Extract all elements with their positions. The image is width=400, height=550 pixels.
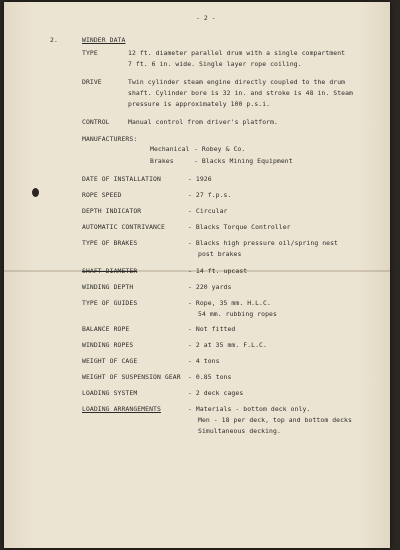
item-label: WEIGHT OF CAGE	[82, 357, 138, 365]
section-title: WINDER DATA	[82, 36, 126, 44]
item-label: AUTOMATIC CONTRIVANCE	[82, 223, 165, 231]
control-label: CONTROL	[82, 118, 110, 126]
item-value: - Not fitted	[188, 325, 236, 333]
item-label: DATE OF INSTALLATION	[82, 175, 161, 183]
item-label: SHAFT DIAMETER	[82, 267, 138, 275]
item-value: - Circular	[188, 207, 228, 215]
item-value: - Blacks high pressure oil/spring nest	[188, 239, 339, 247]
punch-hole	[32, 188, 39, 197]
item-label: BALANCE ROPE	[82, 325, 130, 333]
item-label: TYPE OF GUIDES	[82, 299, 138, 307]
item-value: - 2 at 35 mm. F.L.C.	[188, 341, 267, 349]
drive-label: DRIVE	[82, 78, 102, 86]
item-value: - Blacks Torque Controller	[188, 223, 291, 231]
control-value: Manual control from driver's platform.	[128, 118, 279, 126]
drive-line-1: Twin cylinder steam engine directly coupled to the drum	[128, 78, 346, 86]
item-value-continued: post brakes	[198, 250, 242, 258]
item-value: - Materials - bottom deck only.	[188, 405, 311, 413]
type-label: TYPE	[82, 49, 98, 57]
item-value: - 4 tons	[188, 357, 220, 365]
item-label: LOADING SYSTEM	[82, 389, 138, 397]
item-value: - 1926	[188, 175, 212, 183]
item-label: WEIGHT OF SUSPENSION GEAR	[82, 373, 181, 381]
item-label: LOADING ARRANGEMENTS	[82, 405, 161, 413]
item-label: WINDING DEPTH	[82, 283, 134, 291]
item-label: TYPE OF BRAKES	[82, 239, 138, 247]
item-value-continued: 54 mm. rubbing ropes	[198, 310, 277, 318]
brakes-value: - Blacks Mining Equipment	[194, 157, 293, 165]
item-value: - 2 deck cages	[188, 389, 244, 397]
document-page	[4, 2, 390, 548]
brakes-label: Brakes	[150, 157, 174, 165]
page-number: - 2 -	[196, 14, 216, 22]
type-line-1: 12 ft. diameter parallel drum with a single compartment	[128, 49, 346, 57]
mechanical-value: - Robey & Co.	[194, 145, 246, 153]
item-value: - Rope, 35 mm. H.L.C.	[188, 299, 271, 307]
drive-line-2: shaft. Cylinder bore is 32 in. and stroke is 48 in. Steam	[128, 89, 354, 97]
item-value: - 220 yards	[188, 283, 232, 291]
item-value: - 14 ft. upcast	[188, 267, 248, 275]
item-value-continued: Simultaneous decking.	[198, 427, 281, 435]
manufacturers-label: MANUFACTURERS:	[82, 135, 138, 143]
type-line-2: 7 ft. 6 in. wide. Single layer rope coiling.	[128, 60, 302, 68]
item-label: ROPE SPEED	[82, 191, 122, 199]
item-value: - 0.85 tons	[188, 373, 232, 381]
mechanical-label: Mechanical	[150, 145, 190, 153]
item-value: - 27 f.p.s.	[188, 191, 232, 199]
item-label: DEPTH INDICATOR	[82, 207, 142, 215]
drive-line-3: pressure is approximately 100 p.s.i.	[128, 100, 271, 108]
item-value-continued: Men - 18 per deck, top and bottom decks	[198, 416, 352, 424]
item-label: WINDING ROPES	[82, 341, 134, 349]
section-number: 2.	[50, 36, 58, 44]
